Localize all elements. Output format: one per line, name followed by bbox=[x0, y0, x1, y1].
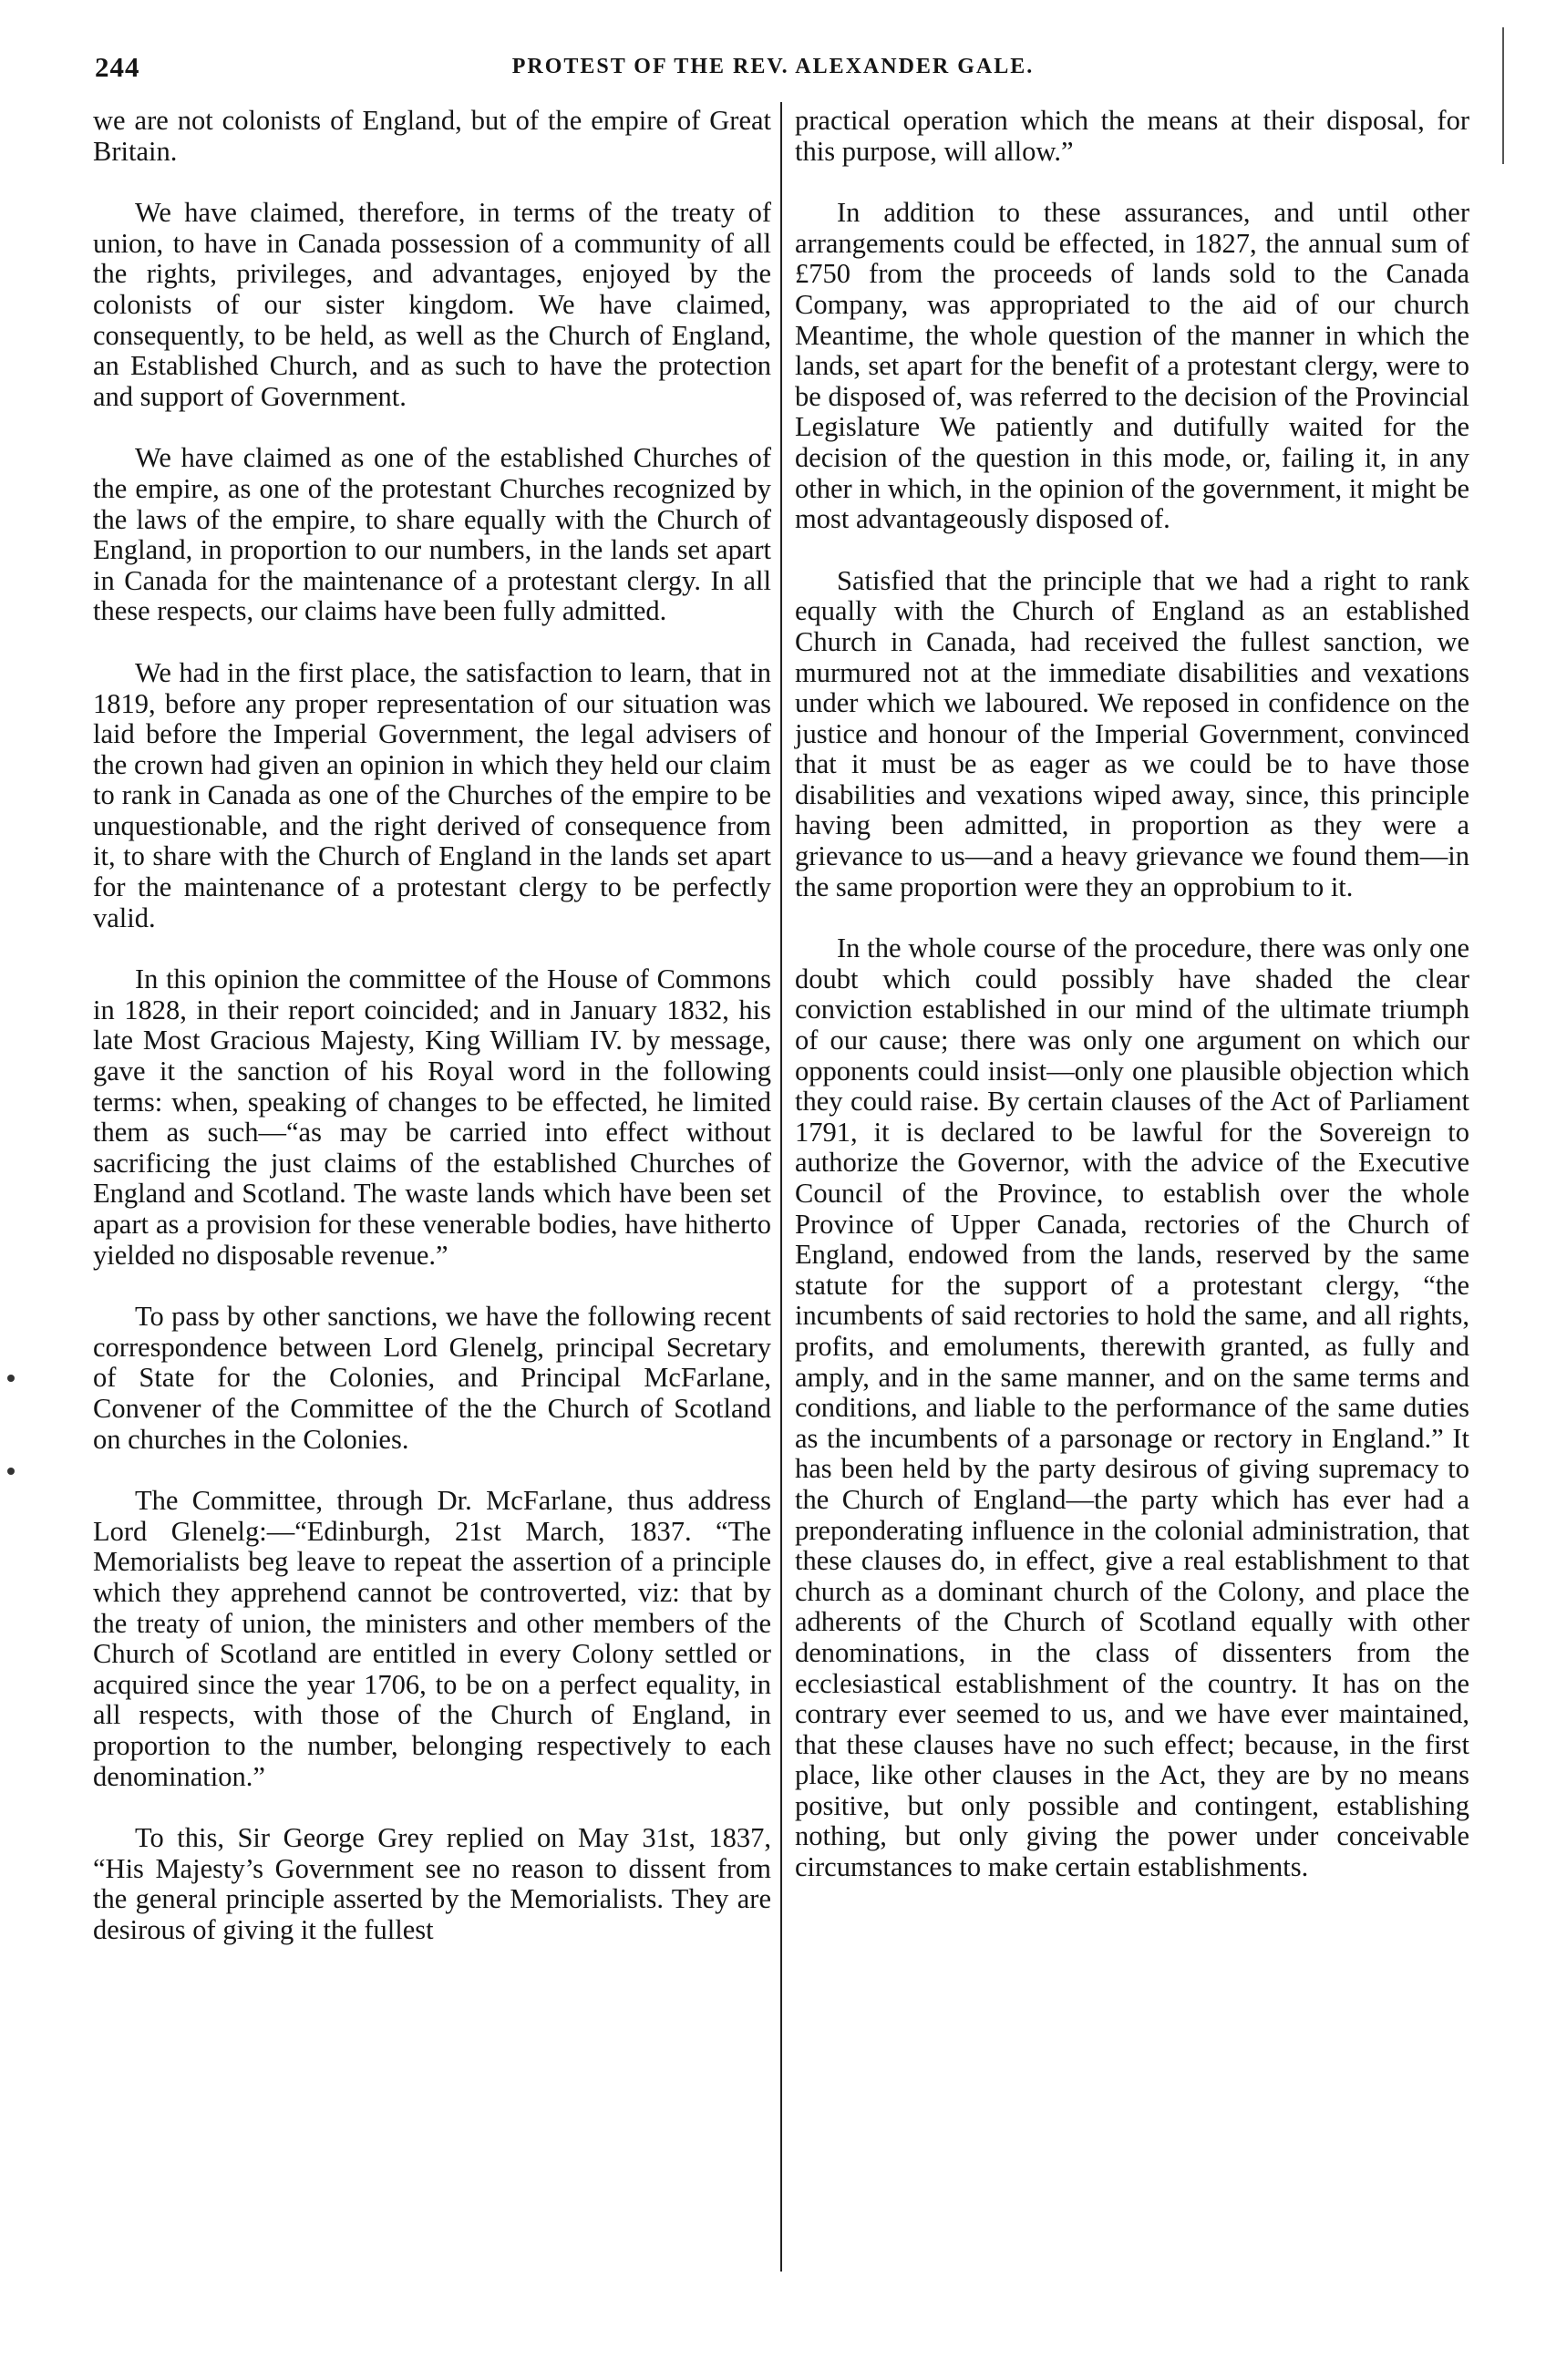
column-divider bbox=[780, 102, 782, 2272]
paragraph: In addition to these assurances, and until other arrangements could be effected, in 1827, the annual sum of £750 from the proceeds of lands sold to the Canada Company, was appropriated to the aid of our church Meantime, the whole question of the manner in which the lands, set apart for the benefit of a protestant clergy, were to be disposed of, was referred to the decision of the Provincial Legislature We patiently and dutifully waited for the decision of the question in this mode, or, failing it, in any other in which, in the opinion of the government, it might be most advantageously disposed of. bbox=[795, 197, 1469, 535]
paragraph: We have claimed, therefore, in terms of the treaty of union, to have in Canada possession of a community of all the rights, privileges, and advantages, enjoyed by the colonists of our sister kingdom. We have claimed, consequently, to be held, as well as the Church of England, an Established Church, and as such to have the protection and support of Government. bbox=[93, 197, 771, 412]
paragraph: In the whole course of the procedure, there was only one doubt which could possibly have shaded the clear conviction established in our mind of the ultimate triumph of our cause; there was only one argument on which our opponents could insist—only one plausible objection which they could raise. By certain clauses of the Act of Parliament 1791, it is declared to be lawful for the Sovereign to authorize the Governor, with the advice of the Executive Council of the Province, to establish over the whole Province of Upper Canada, rectories of the Church of England, endowed from the lands, reserved by the same statute for the support of a protestant clergy, “the incumbents of said rectories to hold the same, and all rights, profits, and emoluments, therewith granted, as fully and amply, and in the same manner, and on the same terms and conditions, and liable to the performance of the same duties as the incumbents of a parsonage or rectory in England.” It has been held by the party desirous of giving supremacy to the Church of England—the party which has ever had a preponderating influence in the colonial administration, that these clauses do, in effect, give a real establishment to that church as a dominant church of the Colony, and place the adherents of the Church of Scotland equally with other denominations, in the class of dissenters from the ecclesiastical establishment of the country. It has on the contrary ever seemed to us, and we have ever maintained, that these clauses have no such effect; because, in the first place, like other clauses in the Act, they are by no means positive, but only possible and contingent, establishing nothing, but only giving the power under conceivable circumstances to make certain establishments. bbox=[795, 932, 1469, 1883]
margin-dot bbox=[7, 1375, 15, 1382]
paragraph: The Committee, through Dr. McFarlane, thus address Lord Glenelg:—“Edinburgh, 21st March, 1837. “The Memorialists beg leave to repeat the assertion of a principle which they apprehend cannot be controverted, viz: that by the treaty of union, the ministers and other members of the Church of Scotland are entitled in every Colony settled or acquired since the year 1706, to be on a perfect equality, in all respects, with those of the Church of England, in proportion to the number, belonging respectively to each denomination.” bbox=[93, 1485, 771, 1792]
paragraph: Satisfied that the principle that we had a right to rank equally with the Church of England as an established Church in Canada, had received the fullest sanction, we murmured not at the immediate disabilities and vexations under which we laboured. We reposed in confidence on the justice and honour of the Imperial Government, convinced that it must be as eager as we could be to have those disabilities and vexations wiped away, since, this principle having been admitted, in proportion as they were a grievance to us—and a heavy grievance we found them—in the same proportion were they an opprobium to it. bbox=[795, 564, 1469, 902]
paragraph: To this, Sir George Grey replied on May 31st, 1837, “His Majesty’s Government see no reason to dissent from the general principle asserted by the Memorialists. They are desirous of giving it the fullest bbox=[93, 1822, 771, 1945]
paragraph: We had in the first place, the satisfaction to learn, that in 1819, before any proper representation of our situation was laid before the Imperial Government, the legal advisers of the crown had given an opinion in which they held our claim to rank in Canada as one of the Churches of the empire to be unquestionable, and the right derived of consequence from it, to share with the Church of England in the lands set apart for the maintenance of a protestant clergy to be perfectly valid. bbox=[93, 656, 771, 933]
margin-dot bbox=[7, 1468, 15, 1475]
page-header bbox=[0, 51, 1546, 98]
left-column bbox=[93, 106, 771, 1976]
page-number: 244 bbox=[95, 51, 140, 83]
page-edge-line bbox=[1502, 27, 1504, 164]
paragraph: we are not colonists of England, but of the empire of Great Britain. bbox=[93, 105, 771, 167]
paragraph: practical operation which the means at their disposal, for this purpose, will allow.” bbox=[795, 105, 1469, 167]
running-head: PROTEST OF THE REV. ALEXANDER GALE. bbox=[511, 55, 1035, 78]
paragraph: To pass by other sanctions, we have the following recent correspondence between Lord Glenelg, principal Secretary of State for the Colonies, and Principal McFarlane, Convener of the Committee of the the Church of Scotland on churches in the Colonies. bbox=[93, 1301, 771, 1455]
paragraph: We have claimed as one of the established Churches of the empire, as one of the protestant Churches recognized by the laws of the empire, to share equally with the Church of England, in proportion to our numbers, in the lands set apart in Canada for the maintenance of a protestant clergy. In all these respects, our claims have been fully admitted. bbox=[93, 442, 771, 627]
right-column bbox=[795, 106, 1469, 1914]
paragraph: In this opinion the committee of the House of Commons in 1828, in their report coincided; and in January 1832, his late Most Gracious Majesty, King William IV. by message, gave it the sanction of his Royal word in the following terms: when, speaking of changes to be effected, he limited them as such—“as may be carried into effect without sacrificing the just claims of the established Churches of England and Scotland. The waste lands which have been set apart as a provision for these venerable bodies, have hitherto yielded no disposable revenue.” bbox=[93, 963, 771, 1271]
